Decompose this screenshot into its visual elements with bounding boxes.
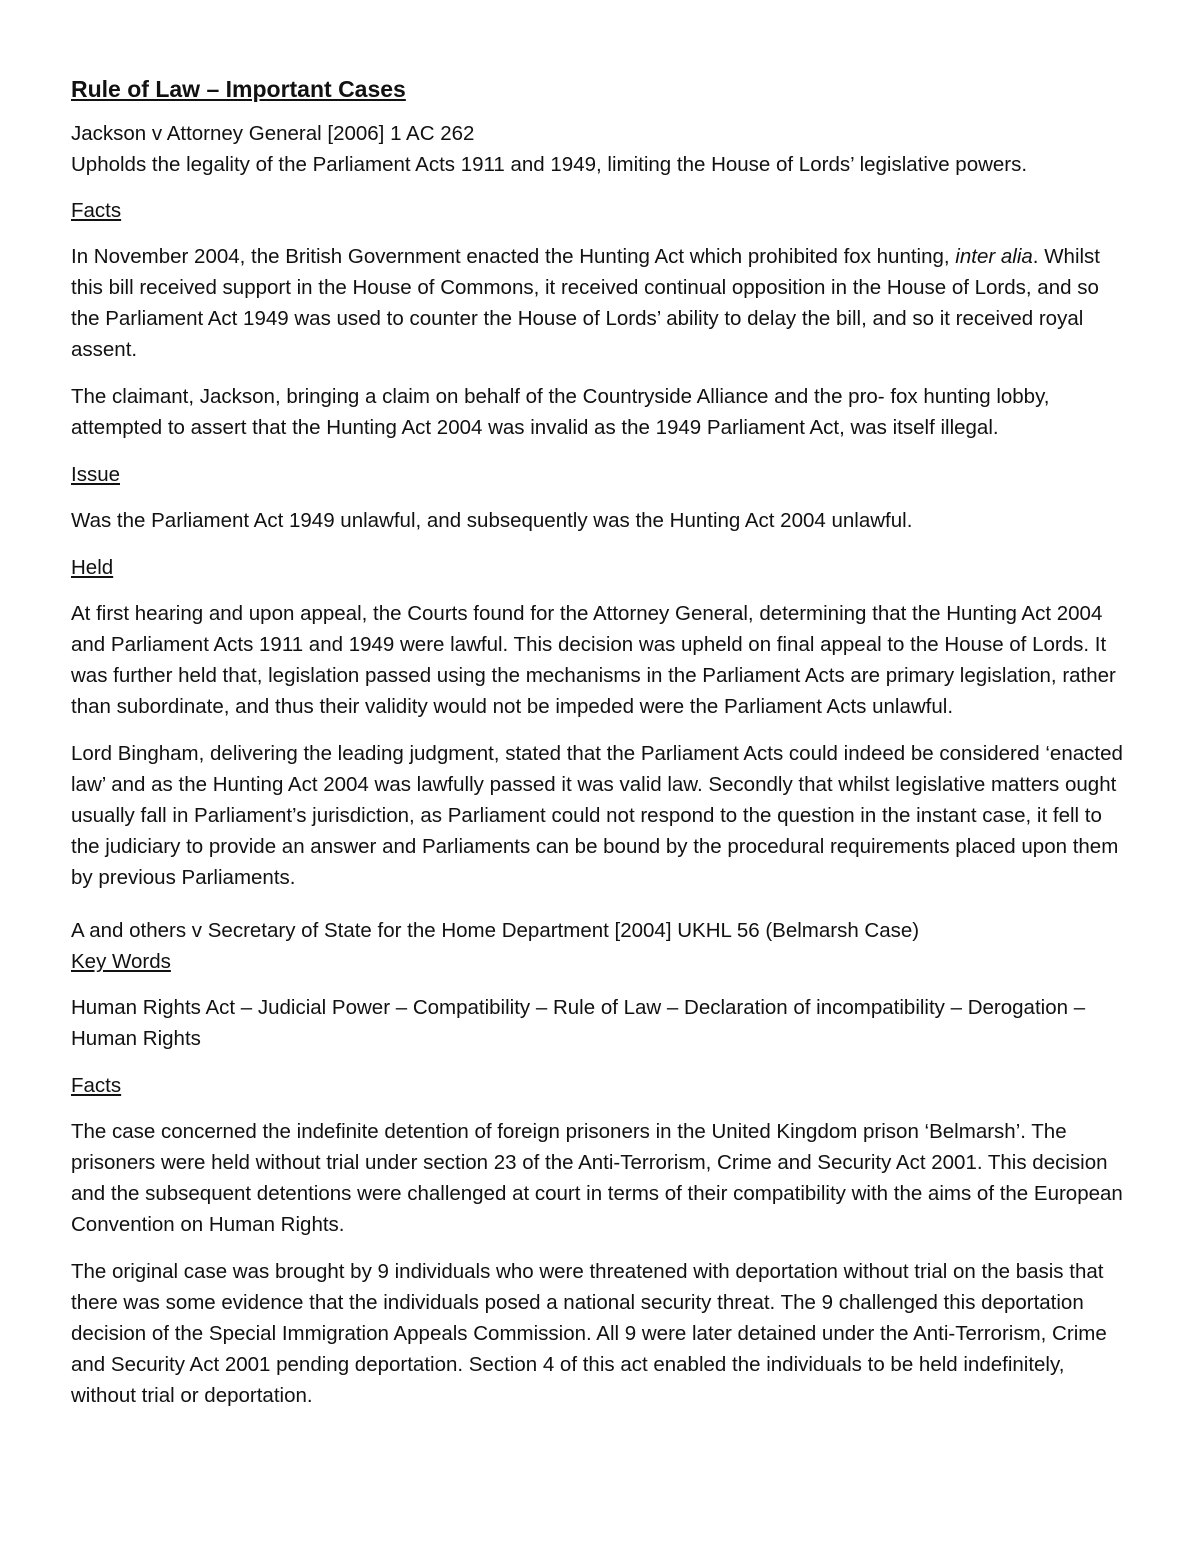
case1-facts-paragraph-2: The claimant, Jackson, bringing a claim on behalf of the Countryside Alliance and the pro- fox hunting lobby, attempted to assert that the Hunting Act 2004 was invalid as the 1949 Parliament Act, was itself illegal. [71, 385, 1050, 439]
case2-facts-heading: Facts [71, 1074, 122, 1097]
case1-facts-p1-text: In November 2004, the British Government enacted the Hunting Act which prohibited fox hunting, [71, 245, 956, 268]
case1-issue-heading: Issue [71, 463, 120, 486]
case1-facts-paragraph-1 [71, 241, 1133, 365]
case1-held-paragraph-1: At first hearing and upon appeal, the Courts found for the Attorney General, determining that the Hunting Act 2004 and Parliament Acts 1911 and 1949 were lawful. This decision was upheld on final appeal to the House of Lords. It was further held that, legislation passed using the mechanisms in the Parliament Acts are primary legislation, rather than subordinate, and thus their validity would not be impeded were the Parliament Acts unlawful. [71, 602, 1116, 718]
case1-held-paragraph-2: Lord Bingham, delivering the leading judgment, stated that the Parliament Acts could indeed be considered ‘enacted law’ and as the Hunting Act 2004 was lawfully passed it was valid law. Secondly that whilst legislative matters ought usually fall in Parliament’s jurisdiction, as Parliament could not respond to the question in the instant case, it fell to the judiciary to provide an answer and Parliaments can be bound by the procedural requirements placed upon them by previous Parliaments. [71, 742, 1123, 889]
case1-header [71, 118, 1133, 180]
case2-keywords-text: Human Rights Act – Judicial Power – Compatibility – Rule of Law – Declaration of incompatibility – Derogation – Human Rights [71, 996, 1086, 1050]
case1-issue-text: Was the Parliament Act 1949 unlawful, and subsequently was the Hunting Act 2004 unlawful. [71, 509, 913, 532]
case1-facts-p1-italic: inter alia [955, 245, 1033, 268]
case1-summary: Upholds the legality of the Parliament Acts 1911 and 1949, limiting the House of Lords’ legislative powers. [71, 153, 1028, 176]
case2-citation: A and others v Secretary of State for the Home Department [2004] UKHL 56 (Belmarsh Case) [71, 919, 920, 942]
case2-facts-paragraph-1: The case concerned the indefinite detention of foreign prisoners in the United Kingdom prison ‘Belmarsh’. The prisoners were held without trial under section 23 of the Anti-Terrorism, Crime and Security Act 2001. This decision and the subsequent detentions were challenged at court in terms of their compatibility with the aims of the European Convention on Human Rights. [71, 1120, 1123, 1236]
case1-held-heading: Held [71, 556, 114, 579]
case2-keywords-heading: Key Words [71, 950, 171, 973]
document-title: Rule of Law – Important Cases [71, 76, 406, 102]
document-page [71, 74, 1133, 1427]
case2-facts-paragraph-2: The original case was brought by 9 individuals who were threatened with deportation without trial on the basis that there was some evidence that the individuals posed a national security threat. The 9 challenged this deportation decision of the Special Immigration Appeals Commission. All 9 were later detained under the Anti-Terrorism, Crime and Security Act 2001 pending deportation. Section 4 of this act enabled the individuals to be held indefinitely, without trial or deportation. [71, 1260, 1107, 1407]
case2-header [71, 915, 1133, 946]
case1-facts-heading: Facts [71, 199, 122, 222]
case1-facts-p1-text-cont: . Whilst this bill received support in the House of Commons, it received continual opposition in the House of Lords, and so the Parliament Act 1949 was used to counter the House of Lords’ ability to delay the bill, and so it received royal assent. [71, 245, 1100, 361]
case1-citation: Jackson v Attorney General [2006] 1 AC 262 [71, 122, 475, 145]
